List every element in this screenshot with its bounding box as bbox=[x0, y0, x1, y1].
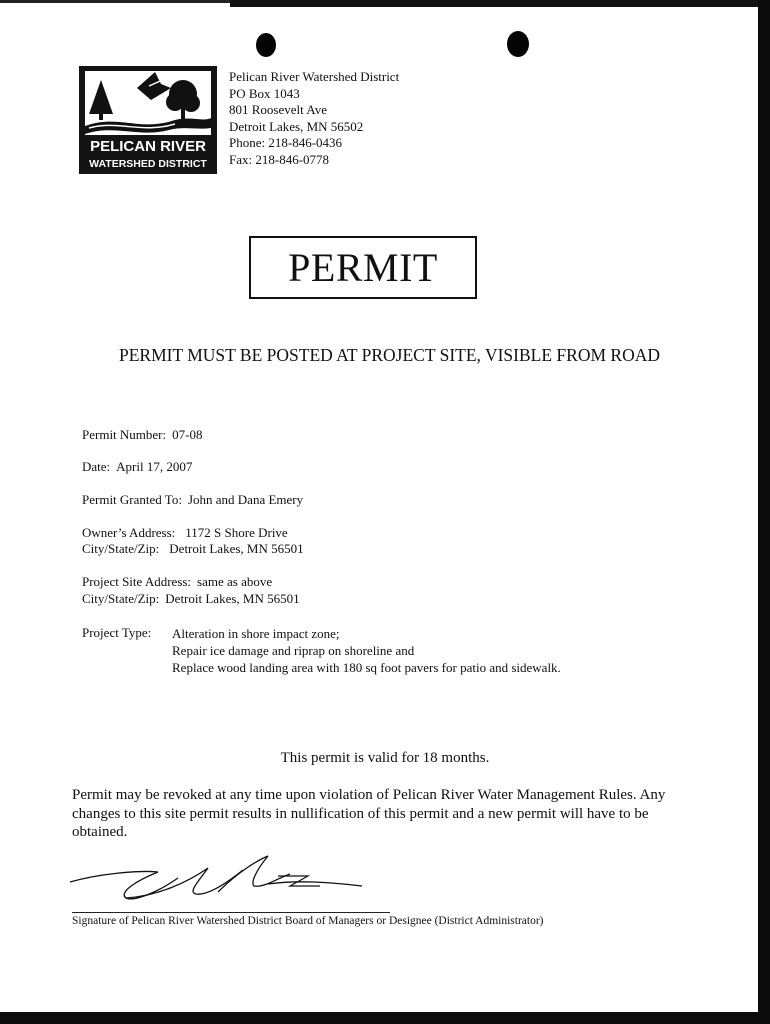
owner-city-value: Detroit Lakes, MN 56501 bbox=[169, 541, 304, 556]
owner-address-field bbox=[82, 525, 288, 541]
address-line: Phone: 218-846-0436 bbox=[229, 135, 343, 151]
signature-caption: Signature of Pelican River Watershed District Board of Managers or Designee (District Administrator) bbox=[72, 915, 544, 927]
field-label: City/State/Zip: bbox=[82, 591, 160, 606]
granted-to-value: John and Dana Emery bbox=[187, 492, 304, 507]
permit-number-field bbox=[82, 427, 202, 443]
project-type-line: Repair ice damage and riprap on shoreline and bbox=[172, 643, 415, 658]
posting-notice: PERMIT MUST BE POSTED AT PROJECT SITE, VISIBLE FROM ROAD bbox=[119, 345, 660, 365]
date-field bbox=[82, 459, 192, 475]
scan-edge-right bbox=[758, 0, 770, 1024]
scan-edge-top-left bbox=[0, 0, 240, 3]
field-label: Permit Number: bbox=[82, 427, 167, 442]
address-line: Detroit Lakes, MN 56502 bbox=[229, 118, 364, 134]
field-label: Owner’s Address: bbox=[82, 525, 176, 540]
handwritten-signature bbox=[68, 852, 368, 914]
address-line: PO Box 1043 bbox=[229, 85, 300, 101]
address-line: Fax: 218-846-0778 bbox=[229, 151, 330, 167]
project-type-description bbox=[172, 625, 561, 676]
scan-edge-bottom bbox=[0, 1012, 770, 1024]
owner-address-value: 1172 S Shore Drive bbox=[185, 525, 288, 540]
permit-title: PERMIT bbox=[249, 236, 477, 299]
district-logo bbox=[79, 66, 217, 174]
validity-statement: This permit is valid for 18 months. bbox=[280, 750, 490, 766]
signature-line bbox=[72, 912, 390, 913]
granted-to-field bbox=[82, 492, 303, 508]
logo-line-1: PELICAN RIVER bbox=[90, 138, 206, 155]
date-value: April 17, 2007 bbox=[116, 459, 193, 474]
scan-edge-top bbox=[230, 0, 770, 7]
revocation-statement: Permit may be revoked at any time upon violation of Pelican River Water Management Rules. Any changes to this site permit results in nullification of this permit and a new permit will have to be obtained. bbox=[72, 787, 666, 840]
owner-city-field bbox=[82, 541, 304, 557]
site-address-field bbox=[82, 574, 272, 590]
logo-line-2: WATERSHED DISTRICT bbox=[89, 158, 207, 170]
site-city-field bbox=[82, 591, 300, 607]
address-line: Pelican River Watershed District bbox=[229, 69, 400, 84]
permit-number-value: 07-08 bbox=[172, 427, 203, 442]
punch-hole-right bbox=[507, 31, 529, 57]
project-type-line: Alteration in shore impact zone; bbox=[172, 626, 340, 641]
field-label: Date: bbox=[82, 459, 111, 474]
field-label: Permit Granted To: bbox=[82, 492, 182, 507]
project-type-label: Project Type: bbox=[82, 625, 152, 640]
field-label: Project Site Address: bbox=[82, 574, 192, 589]
project-type-line: Replace wood landing area with 180 sq foot pavers for patio and sidewalk. bbox=[172, 660, 561, 675]
punch-hole-left bbox=[256, 33, 276, 57]
site-city-value: Detroit Lakes, MN 56501 bbox=[165, 591, 300, 606]
district-address bbox=[229, 69, 399, 169]
address-line: 801 Roosevelt Ave bbox=[229, 102, 327, 118]
field-label: City/State/Zip: bbox=[82, 541, 160, 556]
site-address-value: same as above bbox=[197, 574, 273, 589]
